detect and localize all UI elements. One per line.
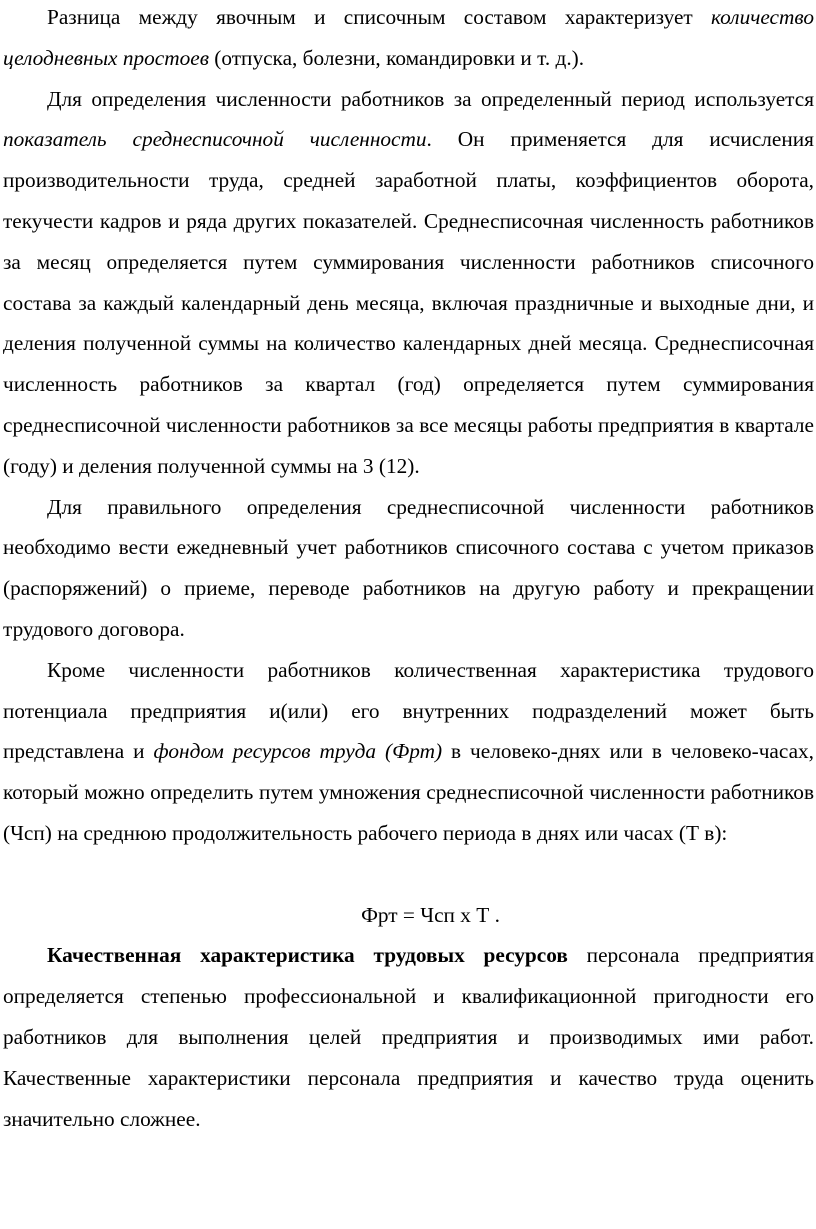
text-segment: (отпуска, болезни, командировки и т. д.).: [208, 45, 585, 70]
formula-labor-fund: Фрт = Чсп х Т .: [361, 902, 500, 927]
term-average-headcount: показатель среднесписочной численности: [3, 127, 427, 152]
paragraph-present-staff: [3, 0, 814, 79]
text-segment: Для правильного определения среднесписочной численности работников необходимо вести ежедневный учет работников списочного состава с учетом приказов (распоряжений) о приеме, переводе работников на другую работу и прекращении трудового договора.: [3, 494, 814, 641]
paragraph-daily-accounting: [3, 487, 814, 650]
paragraph-average-headcount: [3, 79, 814, 487]
text-segment: Для определения численности работников за определенный период используется: [47, 86, 814, 111]
term-idle-days: количество целодневных простоев: [3, 5, 814, 70]
text-segment: . Он применяется для исчисления производительности труда, средней заработной платы, коэффициентов оборота, текучести кадров и ряда других показателей. Среднесписочная численность работников за месяц определяется путем суммирования численности работников списочного состава за каждый календарный день месяца, включая праздничные и выходные дни, и деления полученной суммы на количество календарных дней месяца. Среднесписочная численность работников за квартал (год) определяется путем суммирования среднесписочной численности работников за все месяцы работы предприятия в квартале (году) и деления полученной суммы на 3 (12).: [3, 127, 814, 478]
paragraph-labor-fund: [3, 650, 814, 854]
term-labor-fund: фондом ресурсов труда (Фрт): [153, 739, 443, 764]
text-segment: Кроме численности работников количественная характеристика трудового потенциала предприятия и(или) его внутренних подразделений может быть представлена и: [3, 657, 814, 764]
heading-qualitative-characteristic: Качественная характеристика трудовых ресурсов: [47, 943, 568, 968]
text-segment: в человеко-днях или в человеко-часах, который можно определить путем умножения среднесписочной численности работников (Чсп) на среднюю продолжительность рабочего периода в днях или часах (Т в):: [3, 739, 815, 845]
text-segment: персонала предприятия определяется степенью профессиональной и квалификационной пригодности его работников для выполнения целей предприятия и производимых ими работ. Качественные характеристики персонала предприятия и качество труда оценить значительно сложнее.: [3, 943, 814, 1131]
paragraph-qualitative-characteristic: [3, 935, 814, 1139]
text-segment: Разница между явочным и списочным составом характеризует: [47, 5, 712, 29]
